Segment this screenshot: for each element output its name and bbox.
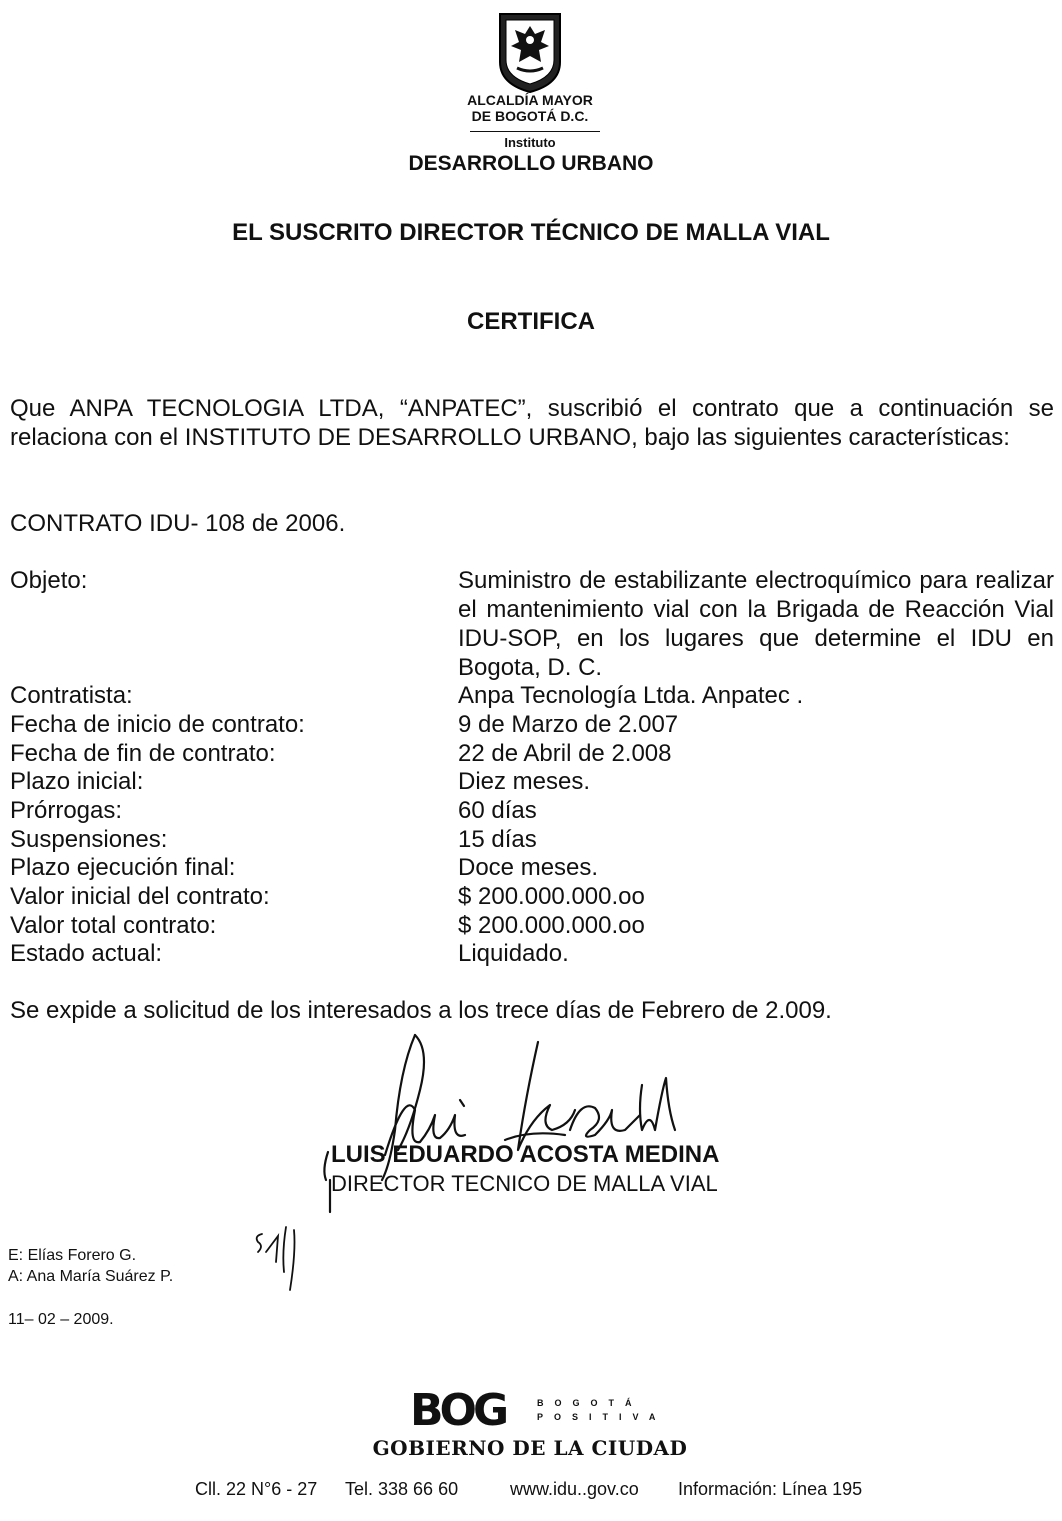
detail-value: $ 200.000.000.oo bbox=[458, 883, 645, 910]
handwritten-initials bbox=[250, 1222, 310, 1292]
detail-label: Fecha de fin de contrato: bbox=[10, 740, 276, 767]
footer-address: Cll. 22 N°6 - 27 bbox=[195, 1479, 318, 1499]
approved-by: A: Ana María Suárez P. bbox=[8, 1268, 174, 1285]
detail-label: Fecha de inicio de contrato: bbox=[10, 711, 305, 738]
intro-paragraph: Que ANPA TECNOLOGIA LTDA, “ANPATEC”, suscribió el contrato que a continuación se relaciona con el INSTITUTO DE DESARROLLO URBANO, bajo las siguientes características: bbox=[10, 395, 1054, 451]
department-name: DESARROLLO URBANO bbox=[408, 152, 654, 175]
detail-value: Doce meses. bbox=[458, 854, 599, 881]
signer-title: DIRECTOR TECNICO DE MALLA VIAL bbox=[331, 1171, 718, 1196]
detail-label: Valor inicial del contrato: bbox=[10, 883, 270, 910]
detail-label: Plazo ejecución final: bbox=[10, 854, 236, 881]
detail-value: Diez meses. bbox=[458, 768, 591, 795]
signer-name: LUIS EDUARDO ACOSTA MEDINA bbox=[331, 1141, 720, 1168]
bogota-coat-of-arms-icon bbox=[497, 10, 563, 94]
contract-number: CONTRATO IDU- 108 de 2006. bbox=[10, 510, 346, 537]
bog-logo-mark: BOG bbox=[410, 1385, 506, 1436]
detail-value: 22 de Abril de 2.008 bbox=[458, 740, 672, 767]
institute-label: Instituto bbox=[504, 135, 556, 150]
detail-label-objeto: Objeto: bbox=[10, 567, 88, 594]
detail-value: Liquidado. bbox=[458, 940, 569, 967]
footer-website: www.idu..gov.co bbox=[510, 1479, 639, 1499]
bog-side-line2: POSITIVA bbox=[537, 1412, 667, 1422]
footer-phone: Tel. 338 66 60 bbox=[345, 1479, 459, 1499]
detail-label: Estado actual: bbox=[10, 940, 163, 967]
detail-label: Valor total contrato: bbox=[10, 912, 217, 939]
detail-value: Anpa Tecnología Ltda. Anpatec . bbox=[458, 682, 804, 709]
detail-value: 15 días bbox=[458, 826, 537, 853]
bog-side-line1: BOGOTÁ bbox=[537, 1398, 643, 1408]
detail-label: Plazo inicial: bbox=[10, 768, 144, 795]
bog-logo-side-text bbox=[537, 1396, 666, 1424]
header-divider bbox=[470, 131, 600, 132]
detail-value: 60 días bbox=[458, 797, 537, 824]
detail-label: Suspensiones: bbox=[10, 826, 168, 853]
issued-statement: Se expide a solicitud de los interesados a los trece días de Febrero de 2.009. bbox=[10, 997, 832, 1024]
detail-label: Prórrogas: bbox=[10, 797, 123, 824]
reference-date: 11– 02 – 2009. bbox=[8, 1311, 114, 1328]
agency-name-line2: DE BOGOTÁ D.C. bbox=[471, 108, 589, 124]
detail-value: $ 200.000.000.oo bbox=[458, 912, 645, 939]
document-heading: EL SUSCRITO DIRECTOR TÉCNICO DE MALLA VIAL bbox=[232, 219, 830, 246]
detail-value-objeto: Suministro de estabilizante electroquímico para realizar el mantenimiento vial con la Brigada de Reacción Vial IDU-SOP, en los lugares que determine el IDU en Bogota, D. C. bbox=[458, 567, 1054, 681]
prepared-by: E: Elías Forero G. bbox=[8, 1247, 137, 1264]
handwritten-signature bbox=[290, 1030, 720, 1230]
detail-value: 9 de Marzo de 2.007 bbox=[458, 711, 679, 738]
certifica-title: CERTIFICA bbox=[467, 308, 595, 335]
gobierno-tagline: GOBIERNO DE LA CIUDAD bbox=[372, 1436, 688, 1460]
agency-name-line1: ALCALDÍA MAYOR bbox=[467, 92, 593, 108]
detail-label: Contratista: bbox=[10, 682, 133, 709]
footer-info-line: Información: Línea 195 bbox=[678, 1479, 863, 1499]
